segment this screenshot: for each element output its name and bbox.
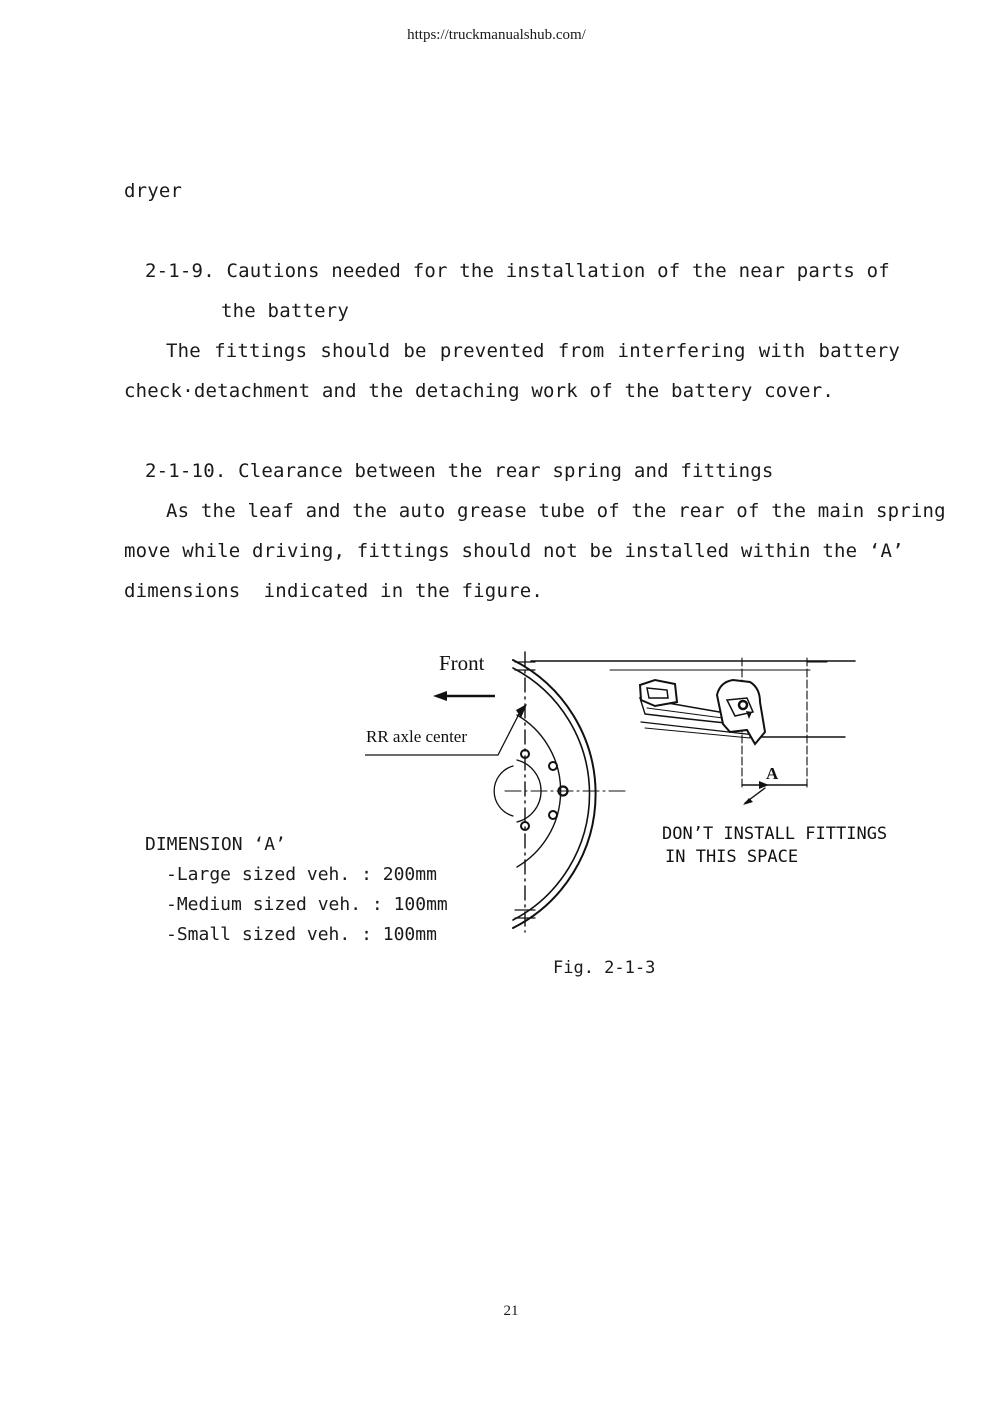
header-url: https://truckmanualshub.com/	[407, 27, 586, 43]
section-2-1-9-heading-cont: the battery	[221, 300, 350, 322]
section-2-1-10-heading: 2-1-10. Clearance between the rear spring and fittings	[145, 460, 774, 482]
page-number: 21	[503, 1303, 519, 1319]
spring-bracket-rear	[717, 680, 765, 744]
fragment-text: dryer	[124, 180, 183, 202]
warning-line-2: IN THIS SPACE	[665, 847, 799, 867]
rear-spring-clearance-figure	[355, 640, 895, 940]
figure-caption: Fig. 2-1-3	[553, 958, 656, 978]
front-label: Front	[439, 651, 485, 675]
dimension-item-medium: -Medium sized veh. : 100mm	[166, 894, 448, 915]
dimension-item-small: -Small sized veh. : 100mm	[166, 924, 437, 945]
section-2-1-10-paragraph-line: move while driving, fittings should not be installed within the ‘A’	[124, 540, 904, 562]
dimension-item-large: -Large sized veh. : 200mm	[166, 864, 437, 885]
front-arrow-head	[433, 691, 447, 701]
section-2-1-9-paragraph-line: The fittings should be prevented from interfering with battery	[166, 340, 900, 362]
section-2-1-10-paragraph-line: dimensions indicated in the figure.	[124, 580, 544, 602]
section-2-1-9-paragraph-line: check·detachment and the detaching work of the battery cover.	[124, 380, 834, 402]
dimension-title: DIMENSION ‘A’	[145, 834, 286, 855]
warning-line-1: DON’T INSTALL FITTINGS	[662, 824, 888, 844]
dimension-a-label: A	[766, 764, 779, 783]
axle-center-label: RR axle center	[366, 727, 468, 746]
section-2-1-9-heading: 2-1-9. Cautions needed for the installation of the near parts of	[145, 260, 890, 282]
section-2-1-10-paragraph-line: As the leaf and the auto grease tube of the rear of the main spring	[166, 500, 946, 522]
spring-bracket-front	[640, 680, 677, 706]
